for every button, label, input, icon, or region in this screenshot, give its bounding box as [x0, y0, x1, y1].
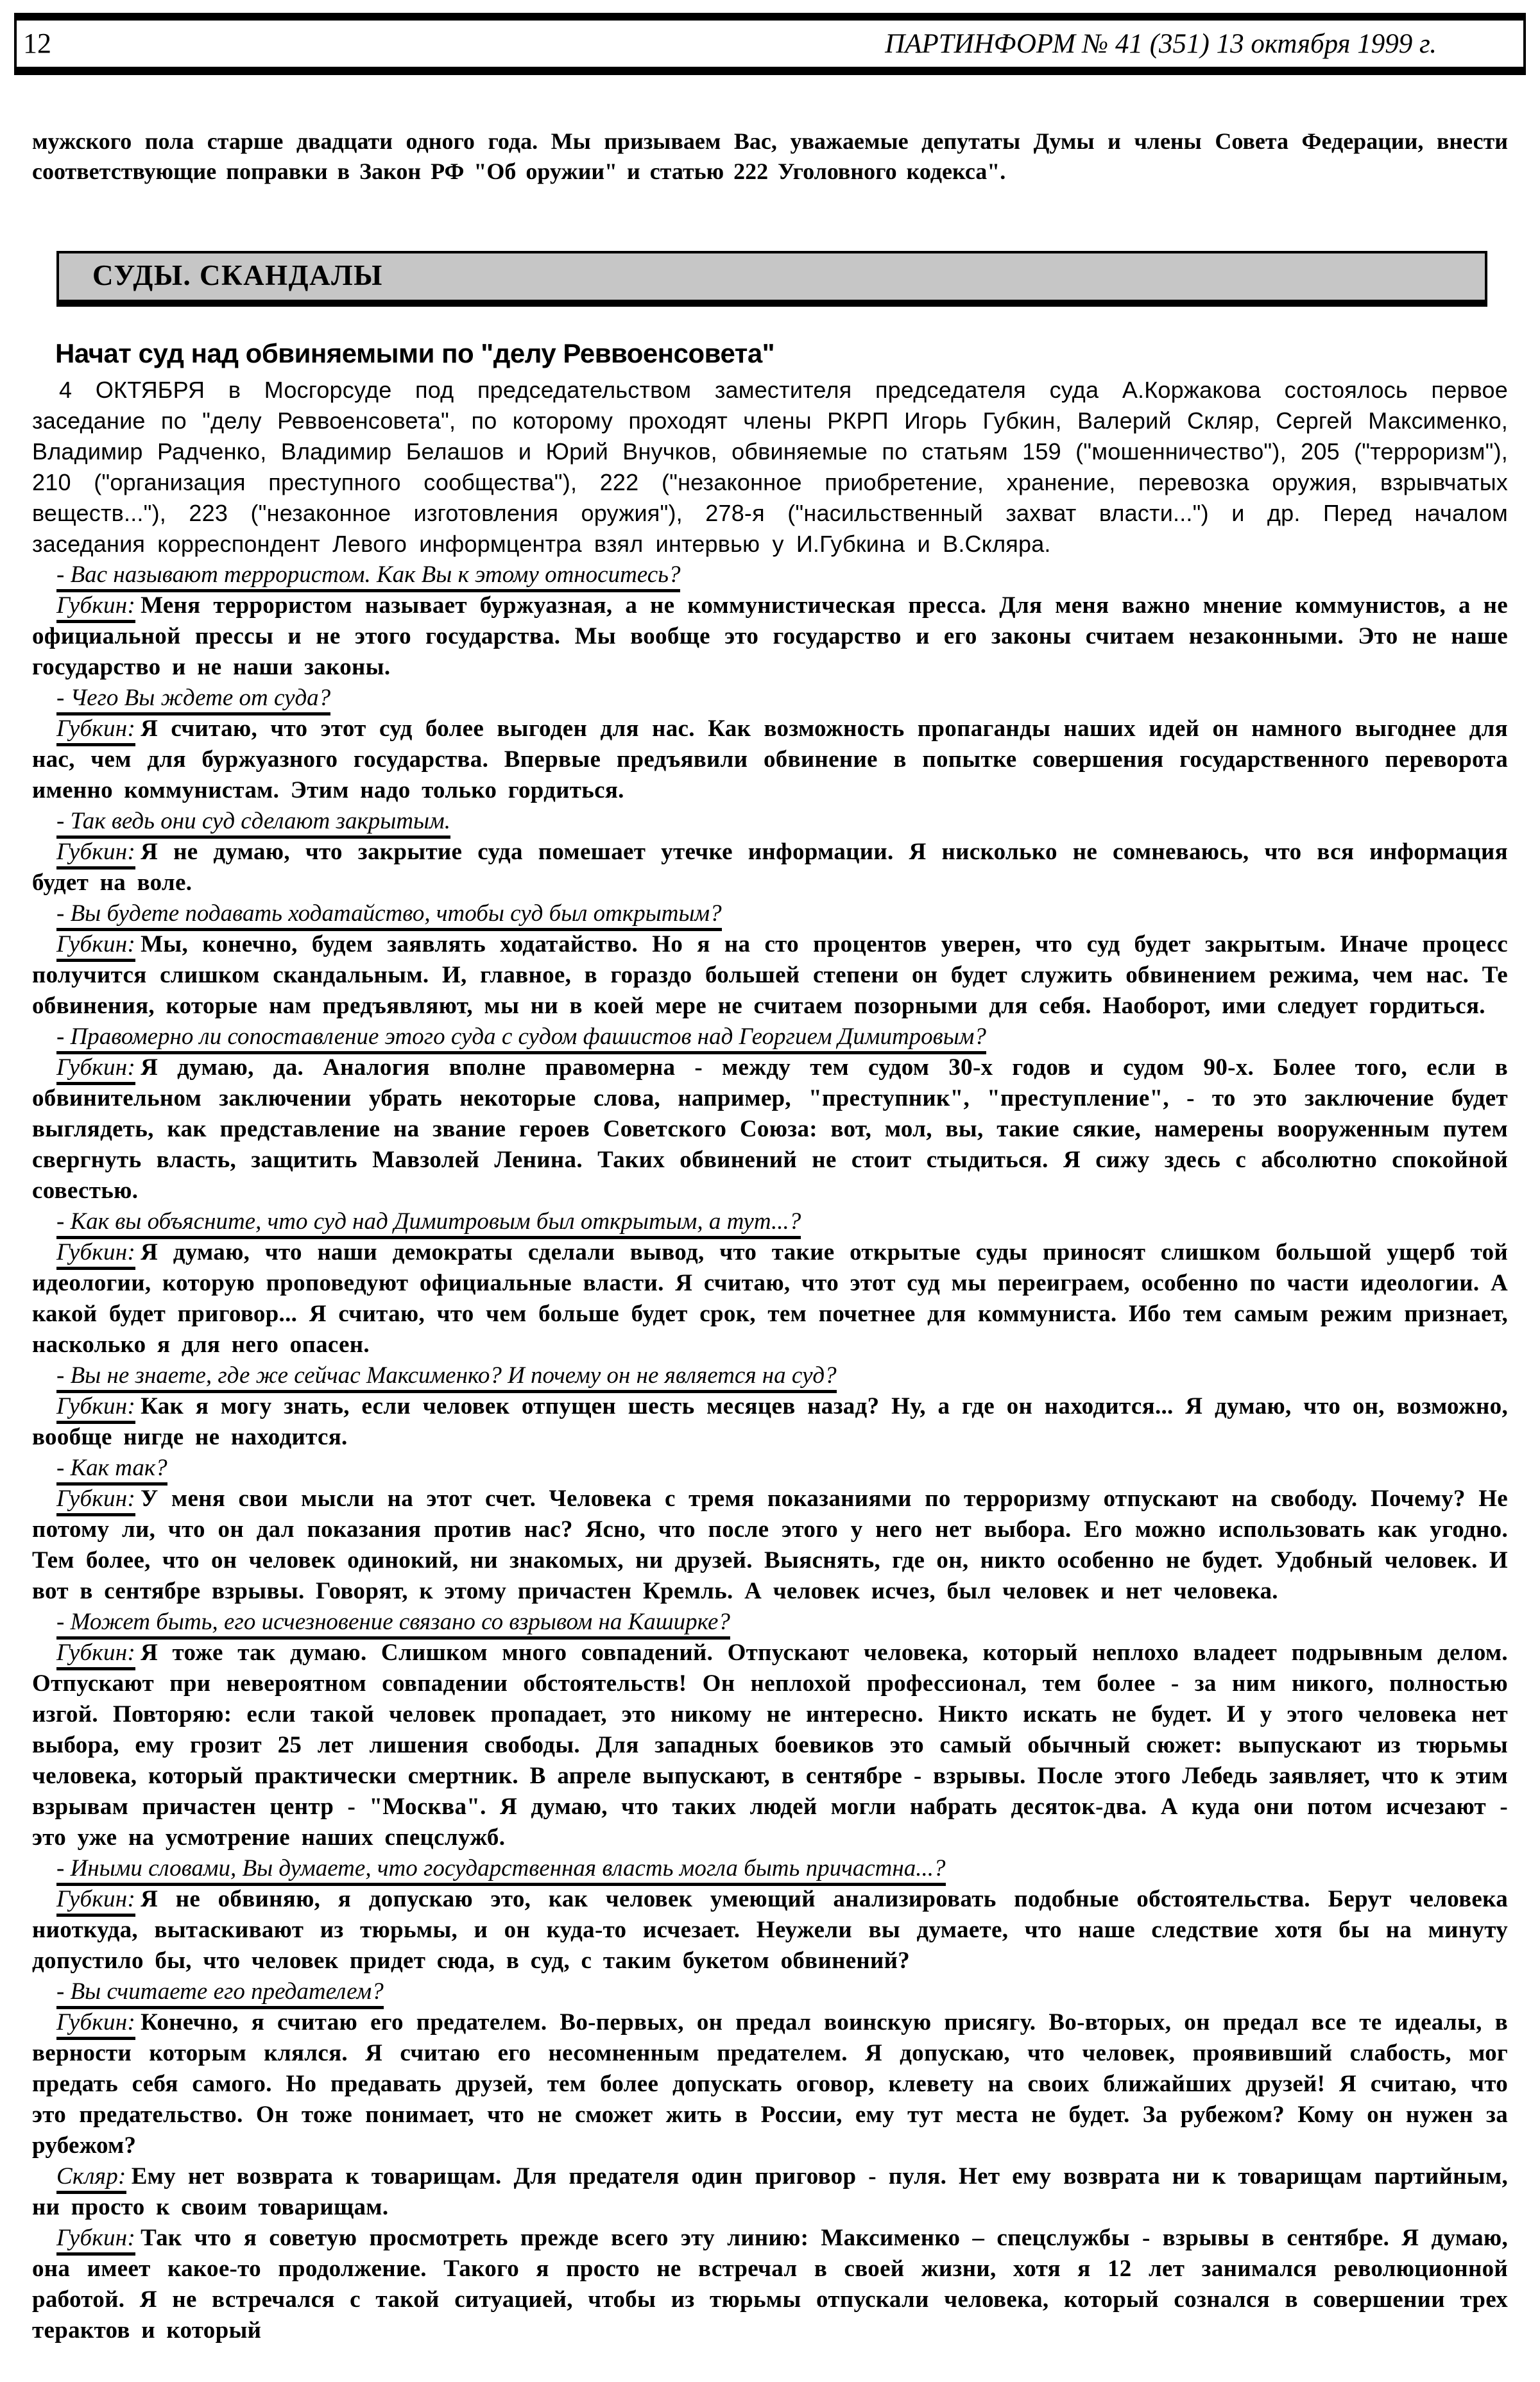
question-text: - Чего Вы ждете от суда?: [56, 685, 330, 715]
speaker-label: Губкин:: [56, 2225, 135, 2256]
interview-answer: [32, 1391, 1508, 1453]
question-text: - Иными словами, Вы думаете, что государственная власть могла быть причастна...?: [56, 1855, 946, 1886]
answer-text: Я не думаю, что закрытие суда помешает утечке информации. Я нисколько не сомневаюсь, что вся информация будет на воле.: [32, 838, 1508, 896]
interview-answer: [32, 1237, 1508, 1360]
question-text: - Вас называют террористом. Как Вы к этому относитесь?: [56, 561, 680, 592]
interview-question: [32, 1853, 1508, 1884]
section-banner: [56, 251, 1487, 307]
article-intro: 4 ОКТЯБРЯ в Мосгорсуде под председательством заместителя председателя суда А.Коржакова состоялось первое заседание по "делу Реввоенсовета", по которому проходят члены РКРП Игорь Губкин, Валерий Скляр, Сергей Максименко, Владимир Радченко, Владимир Белашов и Юрий Внучков, обвиняемые по статьям 159 ("мошенничество"), 205 ("терроризм"), 210 ("организация преступного сообщества"), 222 ("незаконное приобретение, хранение, перевозка оружия, взрывчатых веществ..."), 223 ("незаконное изготовления оружия"), 278-я ("насильственный захват власти...") и др. Перед началом заседания корреспондент Левого информцентра взял интервью у И.Губкина и В.Скляра.: [32, 376, 1508, 557]
speaker-label: Губкин:: [56, 715, 135, 746]
masthead-title: ПАРТИНФОРМ № 41 (351) 13 октября 1999 г.: [885, 28, 1437, 59]
answer-text: Я не обвиняю, я допускаю это, как человек умеющий анализировать подобные обстоятельства. Берут человека ниоткуда, вытаскивают из тюрьмы, и он куда-то исчезает. Неужели вы думаете, что наше следствие хотя бы на минуту допустило бы, что человек придет сюда, в суд, с таким букетом обвинений?: [32, 1885, 1508, 1974]
interview-question: [32, 1022, 1508, 1052]
question-text: - Правомерно ли сопоставление этого суда с судом фашистов над Георгием Димитровым?: [56, 1024, 986, 1054]
interview-answer: [32, 2161, 1508, 2223]
answer-text: Я думаю, да. Аналогия вполне правомерна - между тем судом 30-х годов и судом 90-х. Более того, если в обвинительном заключении убрать некоторые слова, например, "преступник", "преступление", - то это заключение будет выглядеть, как представление на звание героев Советского Союза: вот, мол, вы, такие сякие, намерены вооруженным путем свергнуть власть, защитить Мавзолей Ленина. Таких обвинений не стоит стыдиться. Я сижу здесь с абсолютно спокойной совестью.: [32, 1054, 1508, 1204]
speaker-label: Губкин:: [56, 839, 135, 870]
interview-section: [32, 560, 1508, 2346]
speaker-label: Губкин:: [56, 931, 135, 962]
answer-text: Я считаю, что этот суд более выгоден для нас. Как возможность пропаганды наших идей он намного выгоднее для нас, чем для буржуазного государства. Впервые предъявили обвинение в попытке совершения государственного переворота именно коммунистам. Этим надо только гордиться.: [32, 715, 1508, 803]
interview-answer: [32, 2007, 1508, 2161]
answer-text: Я думаю, что наши демократы сделали вывод, что такие открытые суды приносят слишком большой ущерб той идеологии, которую проповедуют официальные власти. Я считаю, что этот суд мы переиграем, особенно по части идеологии. А какой будет приговор... Я считаю, что чем больше будет срок, тем почетнее для коммуниста. Ибо тем самым режим признает, насколько я для него опасен.: [32, 1238, 1508, 1358]
interview-answer: [32, 1484, 1508, 1607]
question-text: - Так ведь они суд сделают закрытым.: [56, 808, 450, 839]
interview-answer: [32, 1638, 1508, 1853]
interview-question: [32, 1453, 1508, 1484]
interview-question: [32, 1206, 1508, 1237]
interview-answer: [32, 2223, 1508, 2346]
speaker-label: Скляр:: [56, 2163, 126, 2194]
speaker-label: Губкин:: [56, 1486, 135, 1516]
question-text: - Вы считаете его предателем?: [56, 1978, 384, 2009]
interview-answer: [32, 1052, 1508, 1206]
question-text: - Может быть, его исчезновение связано со взрывом на Каширке?: [56, 1609, 730, 1640]
answer-text: Конечно, я считаю его предателем. Во-первых, он предал воинскую присягу. Во-вторых, он предал все те идеалы, в верности которым клялся. Я считаю его несомненным предателем. Я допускаю, что человек, проявивший слабость, мог предать себя самого. Но предавать друзей, тем более допускать оговор, клевету на своих ближайших друзей! Я считаю, что это предательство. Он тоже понимает, что не сможет жить в России, ему тут места не будет. За рубежом? Кому он нужен за рубежом?: [32, 2009, 1508, 2159]
page-number: 12: [23, 28, 51, 59]
question-text: - Как так?: [56, 1455, 167, 1486]
speaker-label: Губкин:: [56, 1640, 135, 1670]
interview-answer: [32, 929, 1508, 1022]
answer-text: Мы, конечно, будем заявлять ходатайство. Но я на сто процентов уверен, что суд будет закрытым. Иначе процесс получится слишком скандальным. И, главное, в гораздо большей степени он будет служить обвинением режима, чем нас. Те обвинения, которые нам предъявляют, мы ни в коей мере не считаем позорными для себя. Наоборот, ими следует гордиться.: [32, 930, 1508, 1019]
question-text: - Вы не знаете, где же сейчас Максименко? И почему он не является на суд?: [56, 1362, 837, 1393]
page-header: [14, 13, 1526, 75]
answer-text: Ему нет возврата к товарищам. Для предателя один приговор - пуля. Нет ему возврата ни к товарищам партийным, ни просто к своим товарищам.: [32, 2163, 1508, 2220]
speaker-label: Губкин:: [56, 1054, 135, 1085]
interview-question: [32, 898, 1508, 929]
interview-answer: [32, 837, 1508, 898]
speaker-label: Губкин:: [56, 1393, 135, 1424]
interview-question: [32, 1607, 1508, 1638]
interview-question: [32, 1976, 1508, 2007]
speaker-label: Губкин:: [56, 1886, 135, 1917]
interview-question: [32, 683, 1508, 714]
interview-question: [32, 806, 1508, 837]
interview-question: [32, 1360, 1508, 1391]
answer-text: Я тоже так думаю. Слишком много совпадений. Отпускают человека, который неплохо владеет подрывным делом. Отпускают при невероятном совпадении обстоятельств! Он неплохой профессионал, тем более - за ним никого, полностью изгой. Повторяю: если такой человек пропадает, это никому не интересно. Никто искать не будет. И у этого человека нет выбора, ему грозит 25 лет лишения свободы. Для западных боевиков это самый обычный сюжет: выпускают из тюрьмы человека, который практически смертник. В апреле выпускают, в сентябре - взрывы. После этого Лебедь заявляет, что к этим взрывам причастен центр - "Москва". Я думаю, что таких людей могли набрать десяток-два. А куда они потом исчезают - это уже на усмотрение наших спецслужб.: [32, 1639, 1508, 1851]
interview-answer: [32, 714, 1508, 806]
article-headline: Начат суд над обвиняемыми по "делу Реввоенсовета": [55, 338, 775, 368]
answer-text: Так что я советую просмотреть прежде всего эту линию: Максименко – спецслужбы - взрывы в сентябре. Я думаю, она имеет какое-то продолжение. Такого я просто не встречал в своей жизни, хотя я 12 лет занимался революционной работой. Я не встречался с такой ситуацией, чтобы из тюрьмы отпускали человека, который сознался в совершении трех терактов и который: [32, 2224, 1508, 2343]
lead-paragraph: мужского пола старше двадцати одного года. Мы призываем Вас, уважаемые депутаты Думы и члены Совета Федерации, внести соответствующие поправки в Закон РФ "Об оружии" и статью 222 Уголовного кодекса".: [32, 128, 1508, 184]
interview-answer: [32, 1884, 1508, 1976]
section-title: СУДЫ. СКАНДАЛЫ: [92, 259, 383, 291]
answer-text: У меня свои мысли на этот счет. Человека с тремя показаниями по терроризму отпускают на свободу. Почему? Не потому ли, что он дал показания против нас? Ясно, что после этого у него нет выбора. Его можно использовать как угодно. Тем более, что он человек одинокий, ни знакомых, ни друзей. Выяснять, где он, никто особенно не будет. Удобный человек. И вот в сентябре взрывы. Говорят, к этому причастен Кремль. А человек исчез, был человек и нет человека.: [32, 1485, 1508, 1604]
speaker-label: Губкин:: [56, 1239, 135, 1270]
speaker-label: Губкин:: [56, 592, 135, 623]
answer-text: Как я могу знать, если человек отпущен шесть месяцев назад? Ну, а где он находится... Я думаю, что он, возможно, вообще нигде не находится.: [32, 1392, 1508, 1450]
answer-text: Меня террористом называет буржуазная, а не коммунистическая пресса. Для меня важно мнение коммунистов, а не официальной прессы и не этого государства. Мы вообще это государство и его законы считаем незаконными. Это не наше государство и не наши законы.: [32, 592, 1508, 680]
question-text: - Вы будете подавать ходатайство, чтобы суд был открытым?: [56, 900, 722, 931]
interview-question: [32, 560, 1508, 590]
question-text: - Как вы объясните, что суд над Димитровым был открытым, а тут...?: [56, 1208, 801, 1239]
speaker-label: Губкин:: [56, 2009, 135, 2040]
interview-answer: [32, 590, 1508, 683]
page-content: [14, 126, 1526, 2346]
